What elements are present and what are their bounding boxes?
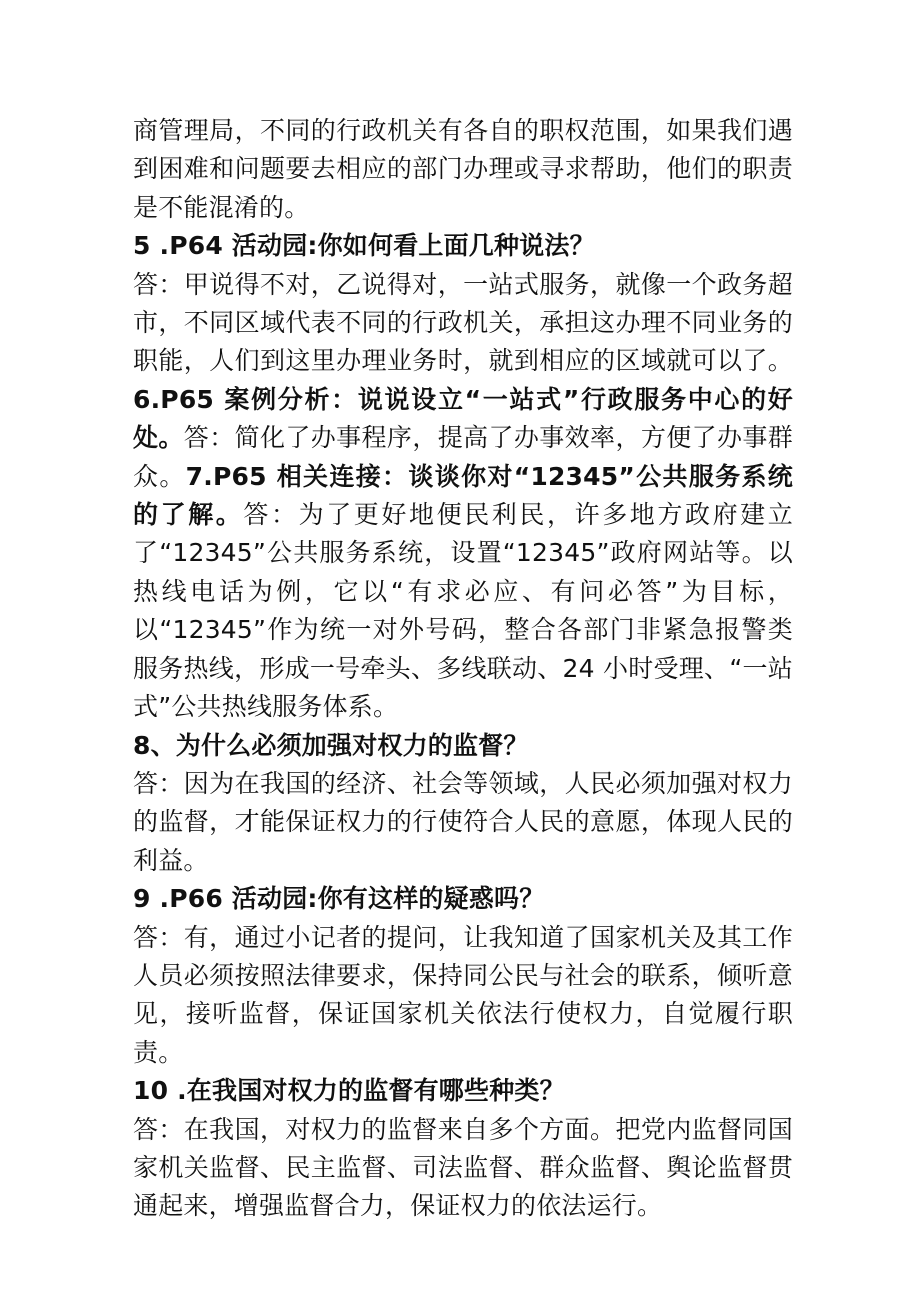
answer-9: 答：有，通过小记者的提问，让我知道了国家机关及其工作人员必须按照法律要求，保持同公民与社会的联系，倾听意见，接听监督，保证国家机关依法行使权力，自觉履行职责。 [133,922,793,1067]
question-10: 10 .在我国对权力的监督有哪些种类？ [133,1076,565,1106]
answer-8: 答：因为在我国的经济、社会等领域，人民必须加强对权力的监督，才能保证权力的行使符合人民的意愿，体现人民的利益。 [133,768,793,875]
question-7: 7.P65 相关连接：谈谈你对“12345”公共服务系统的了解。 [133,461,793,530]
question-5: 5 .P64 活动园:你如何看上面几种说法？ [133,231,595,261]
answer-10: 答：在我国，对权力的监督来自多个方面。把党内监督同国家机关监督、民主监督、司法监督、群众监督、舆论监督贯通起来，增强监督合力，保证权力的依法运行。 [133,1114,793,1221]
answer-6: 答：简化了办事程序，提高了办事效率，方便了办事群众。 [133,423,793,491]
answer-5: 答：甲说得不对，乙说得对，一站式服务，就像一个政务超市，不同区域代表不同的行政机关，承担这办理不同业务的职能，人们到这里办理业务时，就到相应的区域就可以了。 [133,269,793,376]
question-6: 6.P65 案例分析：说说设立“一站式”行政服务中心的好处。 [133,384,793,453]
question-8: 8、为什么必须加强对权力的监督？ [133,730,529,760]
answer-5-block [133,266,793,727]
question-9: 9 .P66 活动园:你有这样的疑惑吗？ [133,884,545,914]
intro-paragraph: 商管理局，不同的行政机关有各自的职权范围，如果我们遇到困难和问题要去相应的部门办理或寻求帮助，他们的职责是不能混淆的。 [133,116,793,222]
answer-7: 答：为了更好地便民利民，许多地方政府建立了“12345”公共服务系统，设置“12345”政府网站等。以热线电话为例，它以“有求必应、有问必答”为目标，以“12345”作为统一对外号码，整合各部门非紧急报警类服务热线，形成一号牵头、多线联动、24 小时受理、“一站式”公共热线服务体系。 [133,500,793,722]
document-page [133,112,793,1226]
